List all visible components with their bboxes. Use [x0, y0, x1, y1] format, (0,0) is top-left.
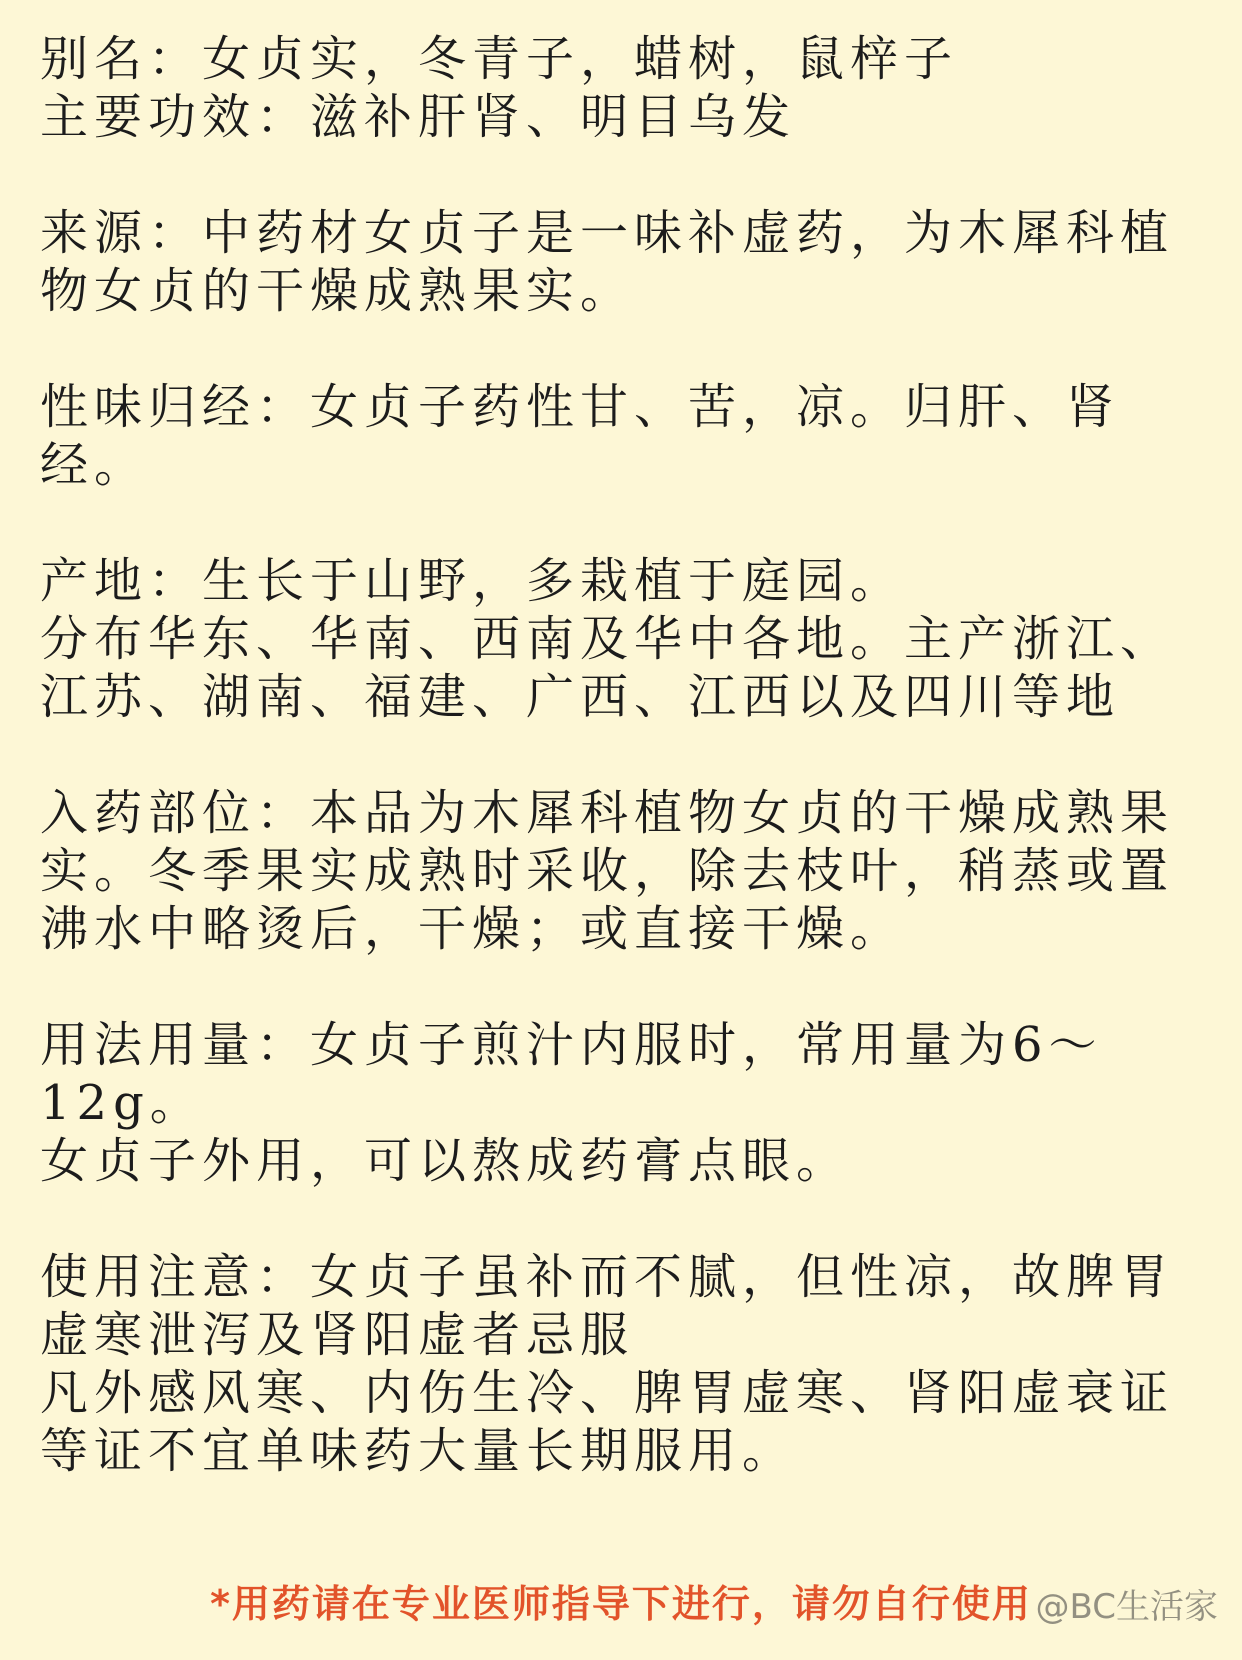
caution-line-4: 等证不宜单味药大量长期服用。: [40, 1423, 797, 1479]
dosage-line-1: 用法用量：女贞子煎汁内服时，常用量为6～: [40, 1017, 1103, 1073]
section-gap: [40, 494, 1210, 552]
section-gap: [40, 146, 1210, 204]
document-body: [40, 30, 1210, 1480]
part-line-3: 沸水中略烫后，干燥；或直接干燥。: [40, 901, 905, 957]
main-effect-line: 主要功效：滋补肝肾、明目乌发: [40, 89, 797, 145]
nature-line-1: 性味归经：女贞子药性甘、苦，凉。归肝、肾: [40, 379, 1121, 435]
caution-line-1: 使用注意：女贞子虽补而不腻，但性凉，故脾胃: [40, 1249, 1175, 1305]
part-line-1: 入药部位：本品为木犀科植物女贞的干燥成熟果: [40, 785, 1175, 841]
origin-line-3: 江苏、湖南、福建、广西、江西以及四川等地: [40, 669, 1121, 725]
dosage-line-2: 12g。: [40, 1075, 204, 1131]
source-line-2: 物女贞的干燥成熟果实。: [40, 263, 635, 319]
dosage-line-3: 女贞子外用，可以熬成药膏点眼。: [40, 1133, 851, 1189]
section-gap: [40, 726, 1210, 784]
section-gap: [40, 320, 1210, 378]
part-line-2: 实。冬季果实成熟时采收，除去枝叶，稍蒸或置: [40, 843, 1175, 899]
section-gap: [40, 1190, 1210, 1248]
medical-warning: *用药请在专业医师指导下进行，请勿自行使用: [210, 1582, 1032, 1626]
caution-line-2: 虚寒泄泻及肾阳虚者忌服: [40, 1307, 635, 1363]
watermark: @BC生活家: [1035, 1587, 1218, 1627]
caution-line-3: 凡外感风寒、内伤生冷、脾胃虚寒、肾阳虚衰证: [40, 1365, 1175, 1421]
origin-line-2: 分布华东、华南、西南及华中各地。主产浙江、: [40, 611, 1175, 667]
section-gap: [40, 958, 1210, 1016]
alias-line: 别名：女贞实，冬青子，蜡树，鼠梓子: [40, 31, 959, 87]
source-line-1: 来源：中药材女贞子是一味补虚药，为木犀科植: [40, 205, 1175, 261]
nature-line-2: 经。: [40, 437, 149, 493]
origin-line-1: 产地：生长于山野，多栽植于庭园。: [40, 553, 905, 609]
